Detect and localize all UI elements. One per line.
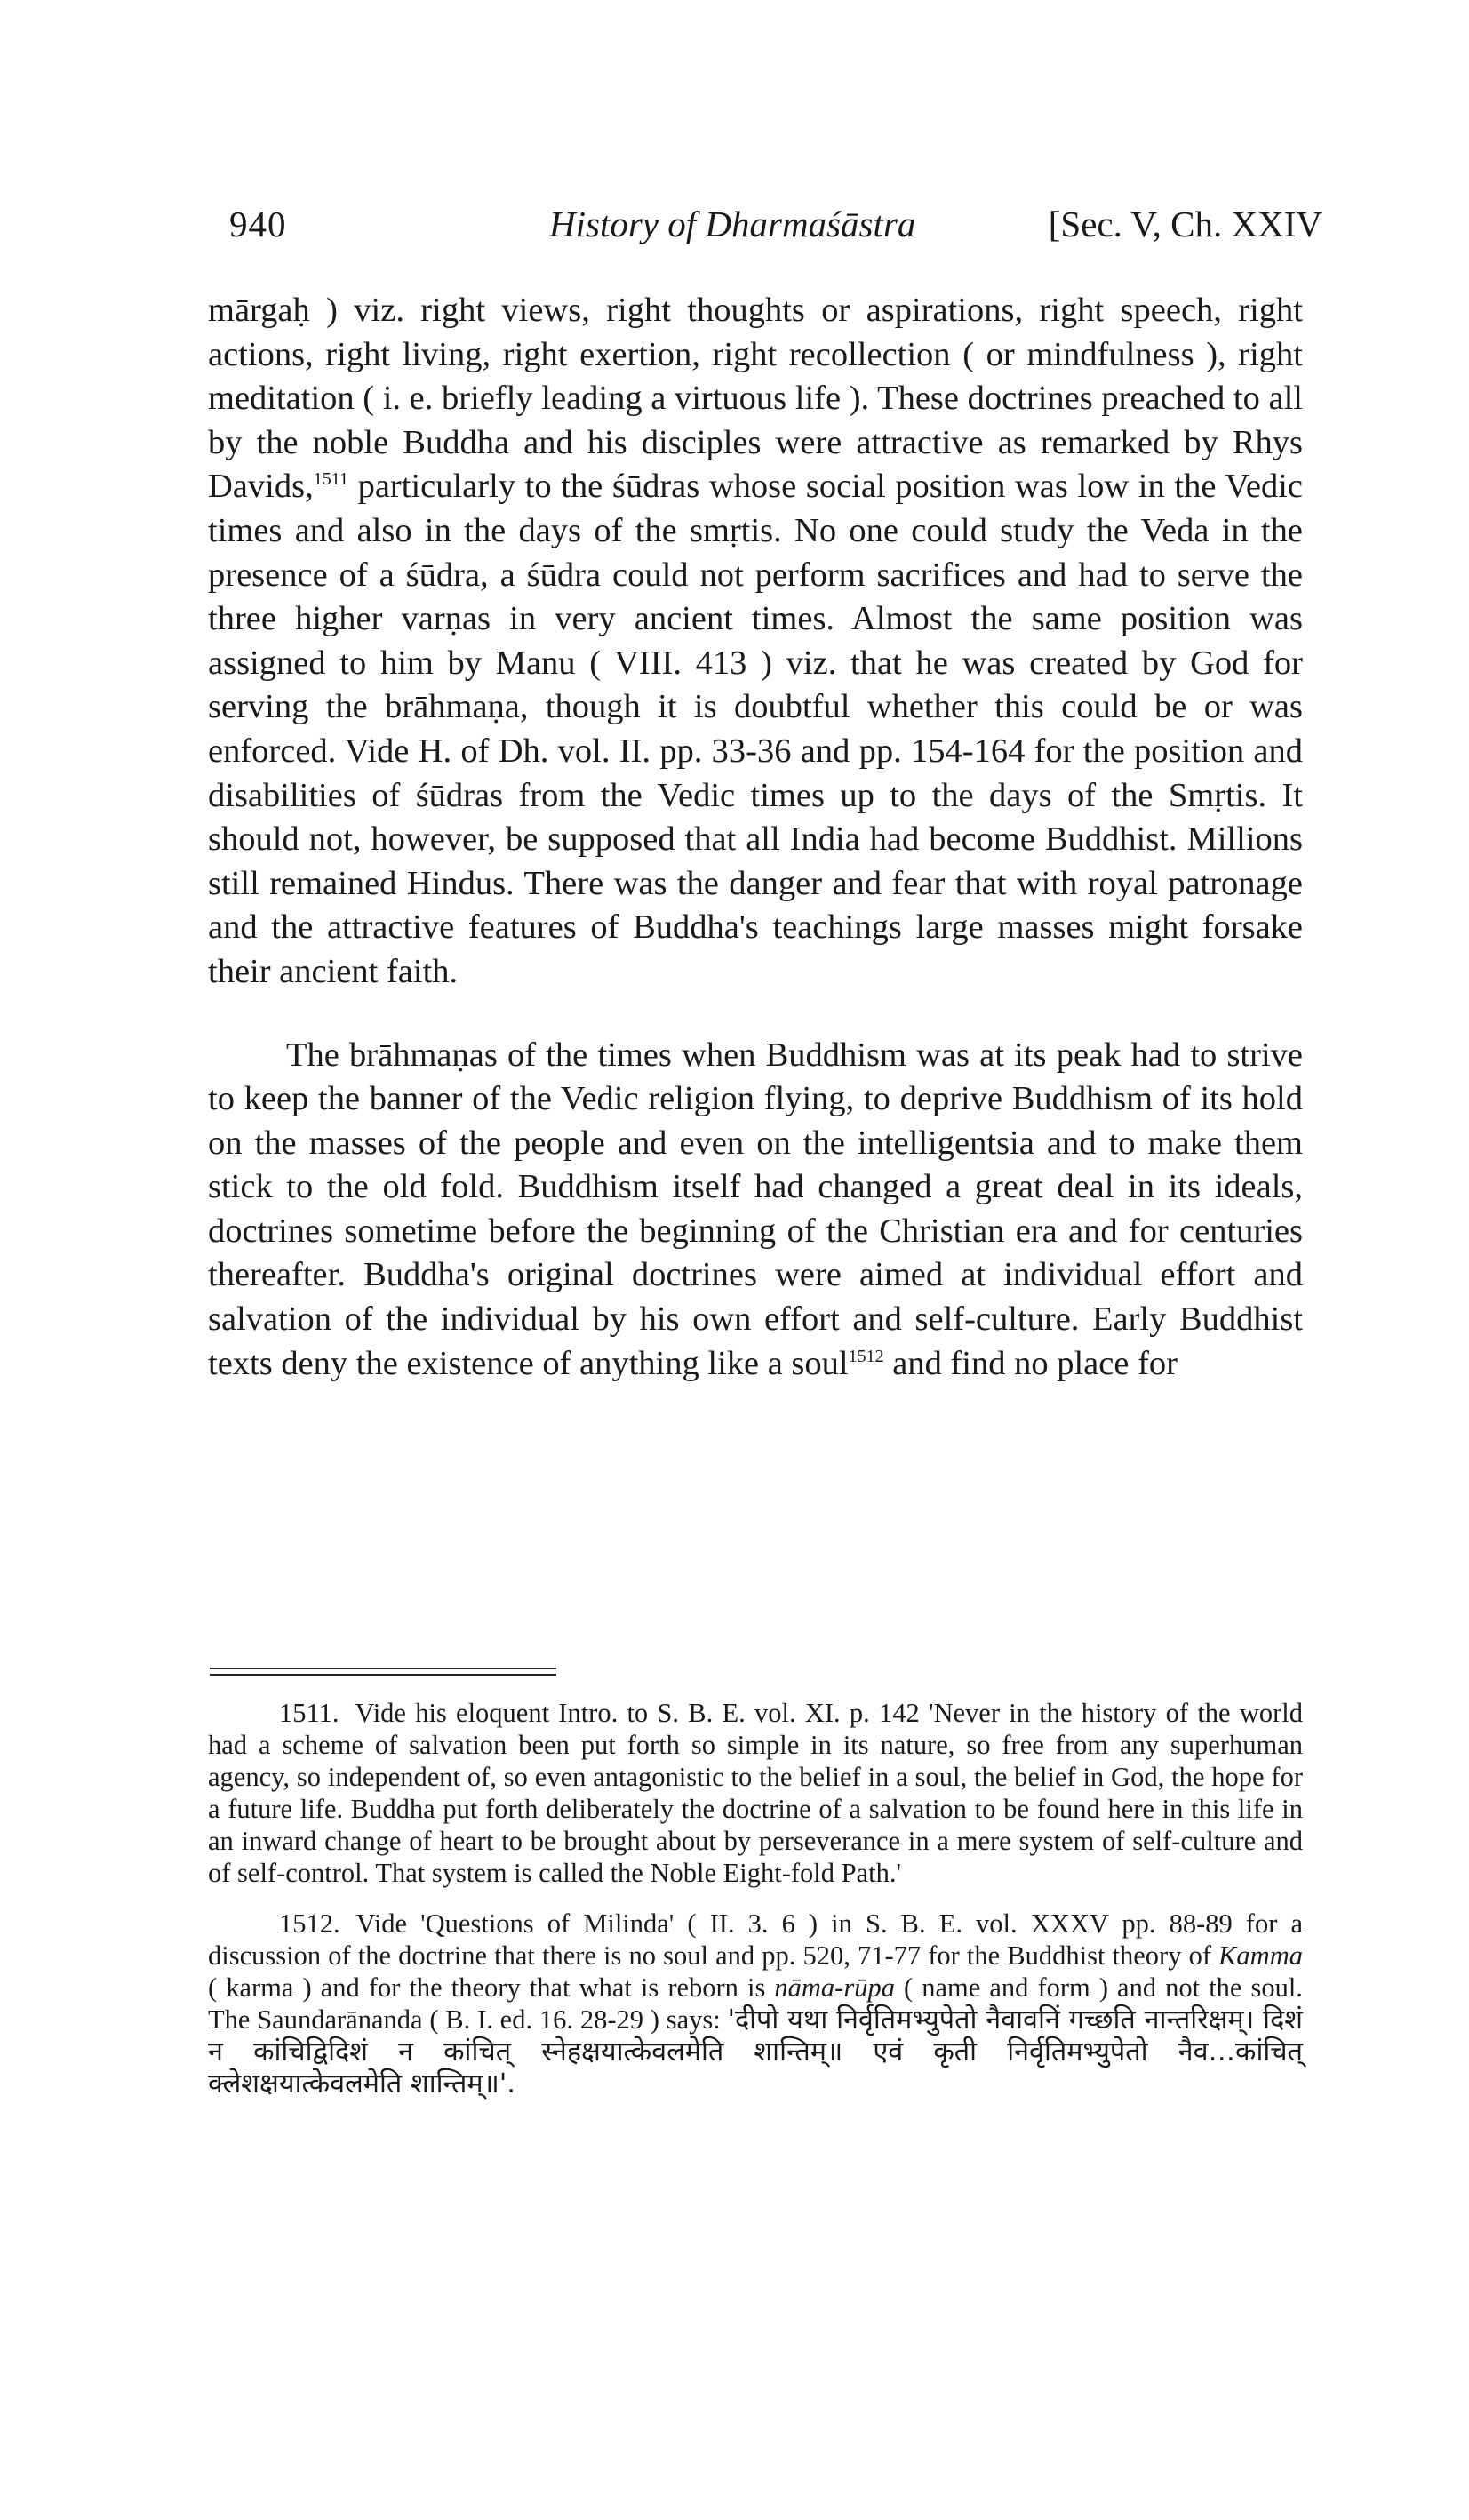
main-text — [208, 289, 1303, 1386]
footnote-text-a: Vide 'Questions of Milinda' ( II. 3. 6 ) in S. B. E. vol. XXXV pp. 88-89 for a discussion of the doctrine that there is no soul and pp. 520, 71-77 for the Buddhist theory of — [208, 1908, 1303, 1972]
paragraph-1 — [208, 289, 1303, 995]
paragraph-2-text-b: and find no place for — [883, 1344, 1178, 1382]
footnote-1511 — [208, 1698, 1303, 1889]
paragraph-2-text-a: The brāhmaṇas of the times when Buddhism was at its peak had to strive to keep the banner of the Vedic religion flying, to deprive Buddhism of its hold on the masses of the people and even on the intelligentsia and to make them stick to the old fold. Buddhism itself had changed a great deal in its ideals, doctrines sometime before the beginning of the Christian era and for centuries thereafter. Buddha's original doctrines were aimed at individual effort and salvation of the individual by his own effort and self-culture. Early Buddhist texts deny the existence of anything like a soul — [208, 1036, 1303, 1382]
footnote-1512 — [208, 1908, 1303, 2100]
footnote-text-c: ( name and form ) and not the soul. The Saundarānanda ( B. I. ed. 16. 28-29 ) says: — [208, 1972, 1303, 2036]
footnote-text: Vide his eloquent Intro. to S. B. E. vol. XI. p. 142 'Never in the history of the world had a scheme of salvation been put forth so simple in its nature, so free from any superhuman agency, so independent of, so even antagonistic to the belief in a soul, the belief in God, the hope for a future life. Buddha put forth deliberately the doctrine of a salvation to be found here in this life in an inward change of heart to be brought about by perseverance in a mere system of self-culture and of self-control. That system is called the Noble Eight-fold Path.' — [208, 1698, 1303, 1888]
footnote-number: 1511. — [279, 1698, 339, 1728]
footnote-divider — [210, 1668, 556, 1676]
running-header — [229, 203, 1322, 256]
footnote-ref-1512[interactable]: 1512 — [848, 1346, 884, 1366]
footnote-number: 1512. — [279, 1908, 340, 1940]
divider-line-top — [210, 1668, 556, 1669]
term-kamma: Kamma — [1218, 1940, 1303, 1972]
divider-line-bottom — [210, 1674, 556, 1676]
sanskrit-quotation: 'दीपो यथा निर्वृतिमभ्युपेतो नैवावनिं गच्छति नान्तरिक्षम्। दिशं न कांचिद्विदिशं न कांचित् स्नेहक्षयात्केवलमेति शान्तिम्॥ एवं कृती निर्वृतिमभ्युपेतो नैव…कांचित् क्लेशक्षयात्केवलमेति शान्तिम्॥'. — [208, 2004, 1304, 2100]
paragraph-1-text-a: mārgaḥ ) viz. right views, right thoughts or aspirations, right speech, right actions, right living, right exertion, right recollection ( or mindfulness ), right meditation ( i. e. briefly leading a virtuous life ). These doctrines preached to all by the noble Buddha and his disciples were attractive as remarked by Rhys Davids, — [208, 292, 1303, 506]
section-reference: [Sec. V, Ch. XXIV — [1048, 204, 1322, 244]
book-title: History of Dharmaśāstra — [549, 204, 916, 244]
page-number: 940 — [229, 204, 287, 244]
term-nama-rupa: nāma-rūpa — [774, 1972, 895, 2004]
paragraph-2 — [208, 1034, 1303, 1387]
footnote-text-b: ( karma ) and for the theory that what is reborn is — [208, 1972, 775, 2004]
paragraph-1-text-b: particularly to the śūdras whose social position was low in the Vedic times and also in the days of the smṛtis. No one could study the Veda in the presence of a śūdra, a śūdra could not perform sacrifices and had to serve the three higher varṇas in very ancient times. Almost the same position was assigned to him by Manu ( VIII. 413 ) viz. that he was created by God for serving the brāhmaṇa, though it is doubtful whether this could be or was enforced. Vide H. of Dh. vol. II. pp. 33-36 and pp. 154-164 for the position and disabilities of śūdras from the Vedic times up to the days of the Smṛtis. It should not, however, be supposed that all India had become Buddhist. Millions still remained Hindus. There was the danger and fear that with royal patronage and the attractive features of Buddha's teachings large masses might forsake their ancient faith. — [208, 468, 1303, 990]
footnote-ref-1511[interactable]: 1511 — [313, 469, 348, 490]
footnotes — [208, 1698, 1303, 2100]
